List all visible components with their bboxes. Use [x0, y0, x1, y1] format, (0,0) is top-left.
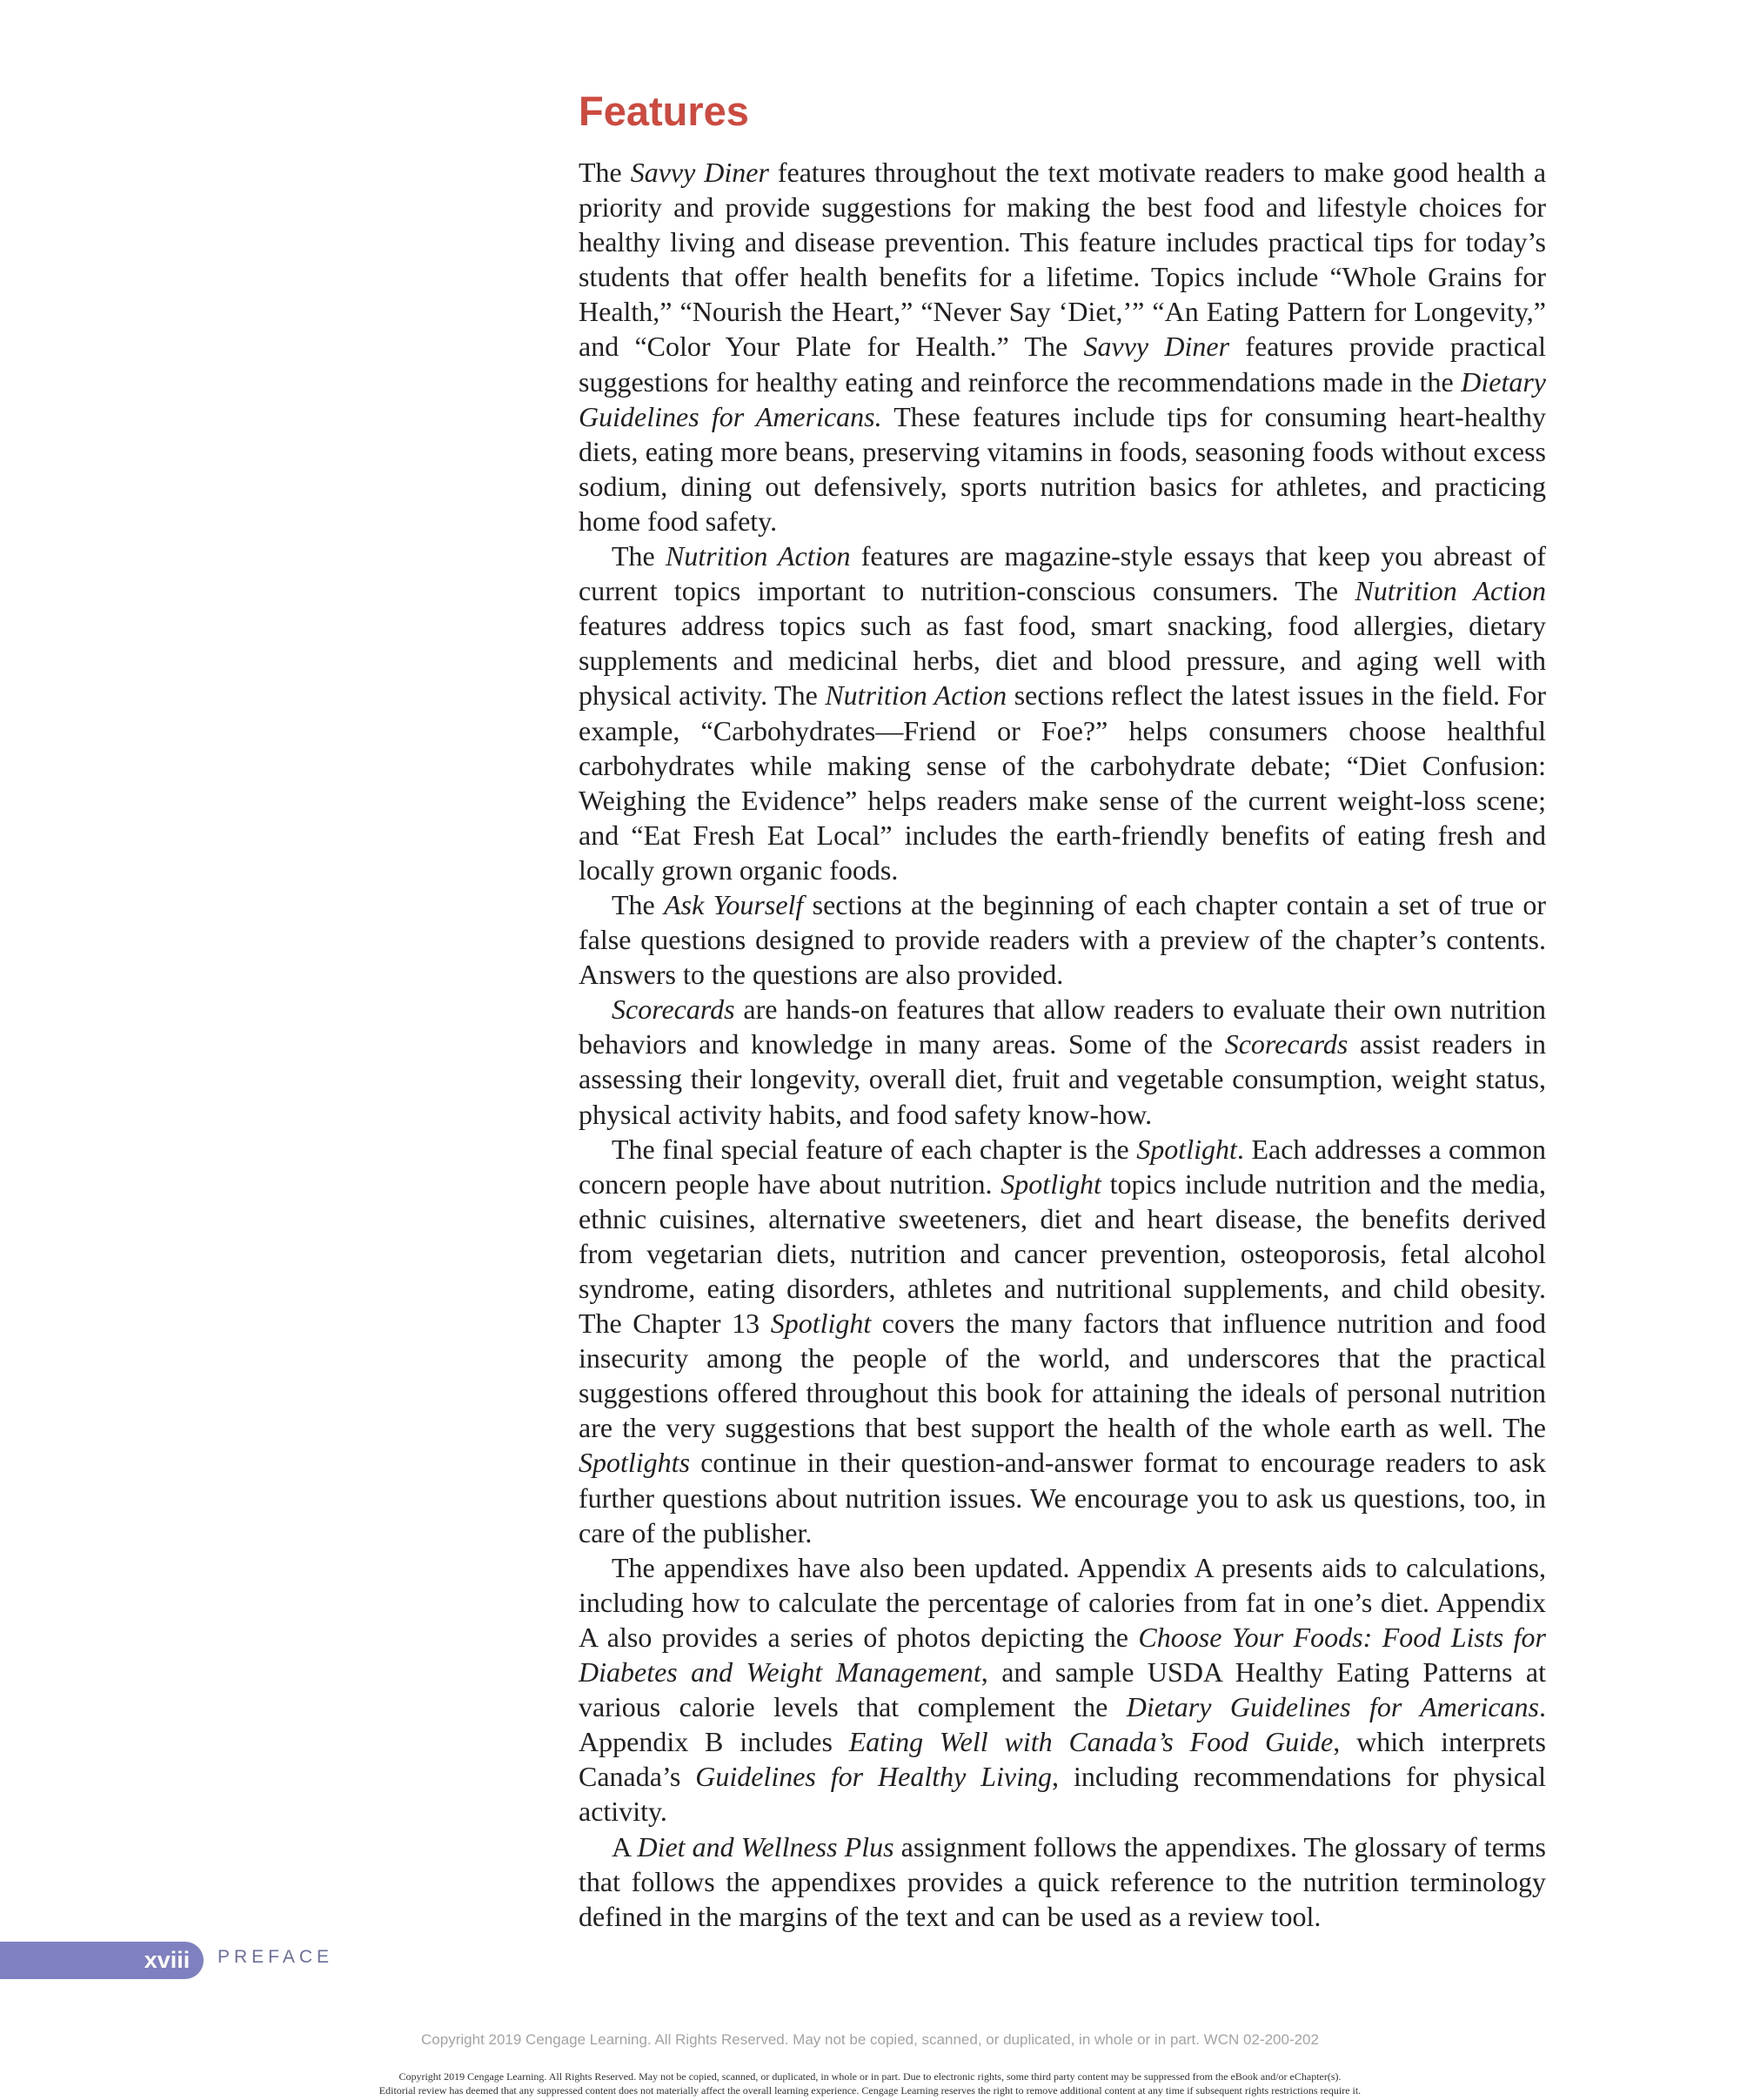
italic-text-run: Choose Your Foods: Food Lists for Diabetes and Weight Management: [579, 1621, 1547, 1689]
text-run: sections at the beginning of each chapter contain a set of true or false questions designed to provide readers with a preview of the chapter’s contents. Answers to the questions are also provided.: [579, 888, 1547, 991]
text-run: , which interprets Canada’s: [579, 1726, 1547, 1793]
italic-text-run: Spotlight: [1136, 1133, 1237, 1165]
copyright-notice: Copyright 2019 Cengage Learning. All Rights Reserved. May not be copied, scanned, or duplicated, in whole or in part. Due to electronic rights, some third party content may be suppressed from the eBook and/or eChapter(s).: [398, 2070, 1342, 2083]
text-run: , including recommendations for physical activity.: [579, 1761, 1547, 1828]
section-heading: Features: [579, 88, 749, 134]
italic-text-run: Nutrition Action: [825, 679, 1007, 712]
paragraph-appendixes: [579, 1550, 1546, 1829]
italic-text-run: Nutrition Action: [1355, 575, 1547, 607]
text-run: covers the many factors that influence nutrition and food insecurity among the people of the world, and underscores that the practical suggestions offered throughout this book for attaining the ideals of personal nutrition are the very suggestions that best support the health of the whole earth as well. The: [579, 1307, 1547, 1444]
watermark-copyright: Copyright 2019 Cengage Learning. All Rights Reserved. May not be copied, scanned, or duplicated, in whole or in part. WCN 02-200-202: [421, 2031, 1319, 2048]
italic-text-run: Nutrition Action: [665, 540, 851, 572]
text-run: These features include tips for consuming heart-healthy diets, eating more beans, preserving vitamins in foods, seasoning foods without excess sodium, dining out defensively, sports nutrition basics for athletes, and practicing home food safety.: [579, 400, 1547, 537]
text-run: assist readers in assessing their longevity, overall diet, fruit and vegetable consumption, weight status, physical activity habits, and food safety know-how.: [579, 1028, 1546, 1130]
text-run: , and sample USDA Healthy Eating Patterns at various calorie levels that complement the: [579, 1656, 1547, 1723]
text-run: The: [579, 157, 631, 188]
paragraph-nutrition-action: [579, 538, 1546, 887]
text-run: features address topics such as fast food, smart snacking, food allergies, dietary supplements and medicinal herbs, diet and blood pressure, and aging well with physical activity. The: [579, 610, 1546, 712]
text-run: The: [612, 540, 666, 572]
text-run: The final special feature of each chapter is the: [612, 1133, 1137, 1165]
paragraph-diet-wellness: [579, 1829, 1546, 1934]
text-run: The appendixes have also been updated. Appendix A presents aids to calculations, including how to calculate the percentage of calories from fat in one’s diet. Appendix A also provides a series of photos depicting the: [579, 1551, 1546, 1653]
italic-text-run: Savvy Diner: [630, 157, 769, 188]
italic-text-run: Dietary Guidelines for Americans.: [579, 365, 1546, 432]
paragraph-scorecards: [579, 992, 1546, 1131]
text-run: . Appendix B includes: [579, 1691, 1547, 1758]
editorial-notice: Editorial review has deemed that any suppressed content does not materially affect the overall learning experience. Cengage Learning reserves the right to remove additional content at any time if subsequent rights restrictions require it.: [378, 2084, 1362, 2097]
page-number: xviii: [144, 1947, 191, 1973]
italic-text-run: Savvy Diner: [1083, 331, 1230, 363]
italic-text-run: Spotlight: [770, 1307, 872, 1340]
italic-text-run: Scorecards: [612, 993, 735, 1026]
body-text: [579, 155, 1546, 1934]
text-run: assignment follows the appendixes. The glossary of terms that follows the appendixes provides a quick reference to the nutrition terminology defined in the margins of the text and can be used as a review tool.: [579, 1830, 1547, 1932]
text-run: A: [612, 1830, 638, 1863]
italic-text-run: Spotlights: [579, 1447, 691, 1479]
italic-text-run: Eating Well with Canada’s Food Guide: [848, 1726, 1334, 1758]
italic-text-run: Spotlight: [1000, 1167, 1101, 1200]
text-run: topics include nutrition and the media, ethnic cuisines, alternative sweeteners, diet and heart disease, the benefits derived from vegetarian diets, nutrition and cancer prevention, osteoporosis, fetal alcohol syndrome, eating disorders, athletes and nutritional supplements, and child obesity. The Chapter 13: [579, 1167, 1547, 1340]
text-run: features throughout the text motivate readers to make good health a priority and provide suggestions for making the best food and lifestyle choices for healthy living and disease prevention. This feature includes practical tips for today’s students that offer health benefits for a lifetime. Topics include “Whole Grains for Health,” “Nourish the Heart,” “Never Say ‘Diet,’” “An Eating Pattern for Longevity,” and “Color Your Plate for Health.” The: [579, 157, 1547, 363]
paragraph-spotlight: [579, 1132, 1546, 1550]
text-run: sections reflect the latest issues in the field. For example, “Carbohydrates—Friend or Foe?” helps consumers choose healthful carbohydrates while making sense of the carbohydrate debate; “Diet Confusion: Weighing the Evidence” helps readers make sense of the current weight-loss scene; and “Eat Fresh Eat Local” includes the earth-friendly benefits of eating fresh and locally grown organic foods.: [579, 679, 1547, 886]
italic-text-run: Ask Yourself: [664, 888, 804, 920]
italic-text-run: Scorecards: [1224, 1028, 1348, 1060]
paragraph-savvy-diner: [579, 155, 1546, 538]
italic-text-run: Guidelines for Healthy Living: [695, 1761, 1053, 1793]
italic-text-run: Dietary Guidelines for Americans: [1126, 1691, 1540, 1723]
italic-text-run: Diet and Wellness Plus: [637, 1830, 894, 1863]
text-run: . Each addresses a common concern people have about nutrition.: [579, 1133, 1547, 1200]
text-run: continue in their question-and-answer format to encourage readers to ask further questions about nutrition issues. We encourage you to ask us questions, too, in care of the publisher.: [579, 1447, 1546, 1548]
text-run: features are magazine-style essays that keep you abreast of current topics important to nutrition-conscious consumers. The: [579, 540, 1547, 607]
running-footer: PREFACE: [218, 1947, 334, 1967]
paragraph-ask-yourself: [579, 887, 1546, 992]
text-run: are hands-on features that allow readers to evaluate their own nutrition behaviors and knowledge in many areas. Some of the: [579, 993, 1546, 1060]
text-run: features provide practical suggestions for healthy eating and reinforce the recommendations made in the: [579, 331, 1547, 398]
text-run: The: [612, 888, 665, 920]
